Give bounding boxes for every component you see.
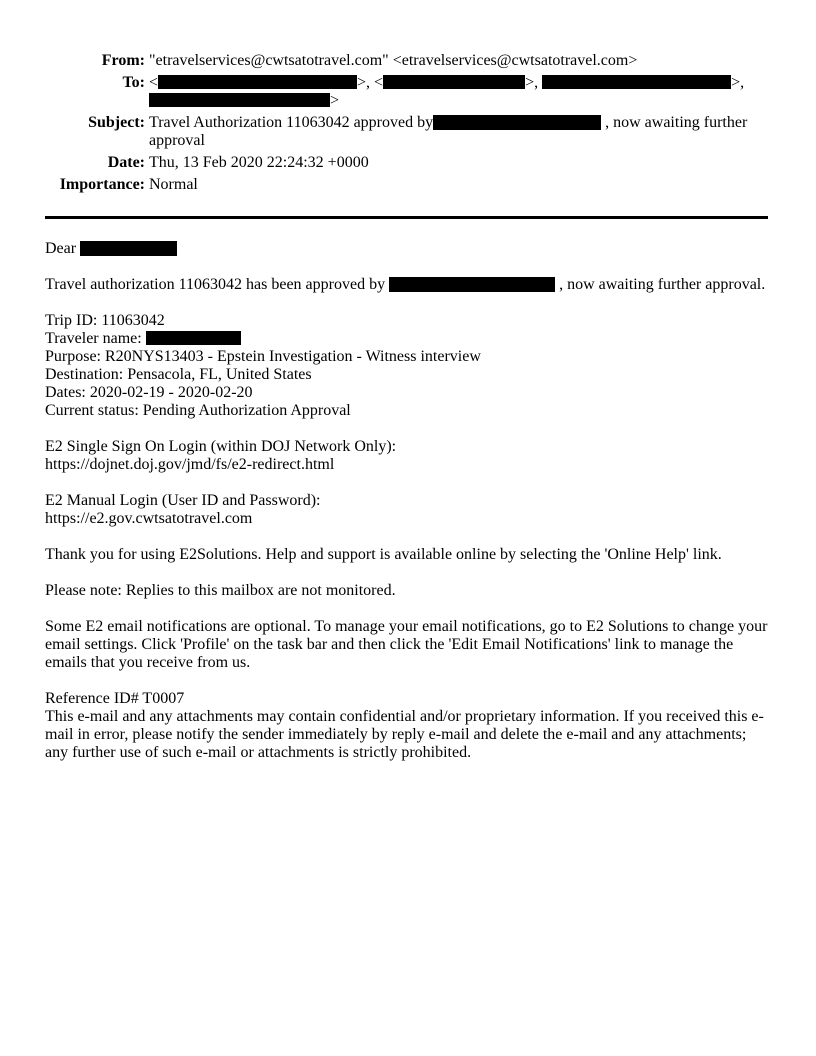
importance-value: Normal	[149, 176, 198, 193]
to-value	[149, 74, 768, 110]
approval-summary	[45, 276, 768, 294]
subject-label: Subject:	[88, 114, 145, 131]
redaction-bar	[149, 93, 330, 107]
sso-login-info	[45, 438, 768, 474]
from-value: "etravelservices@cwtsatotravel.com" <etravelservices@cwtsatotravel.com>	[149, 52, 638, 69]
text-segment: >, <	[357, 74, 384, 91]
text-segment: Travel authorization 11063042 has been approved by	[45, 276, 390, 293]
dates-line: Dates: 2020-02-19 - 2020-02-20	[45, 384, 253, 401]
header-divider	[45, 216, 768, 219]
redaction-bar	[146, 331, 241, 345]
trip-id-line: Trip ID: 11063042	[45, 312, 165, 329]
redaction-bar	[433, 115, 601, 130]
reference-id-line: Reference ID# T0007	[45, 690, 185, 707]
trip-details	[45, 312, 768, 420]
status-line: Current status: Pending Authorization Approval	[45, 402, 351, 419]
redaction-bar	[389, 277, 555, 292]
text-segment: , now awaiting further approval	[149, 114, 748, 149]
text-segment: >	[330, 92, 340, 109]
text-segment: <	[149, 74, 159, 91]
email-header	[45, 52, 768, 194]
text-segment: Dear	[45, 240, 81, 257]
salutation	[45, 240, 768, 258]
manual-login-heading: E2 Manual Login (User ID and Password):	[45, 492, 321, 509]
date-value: Thu, 13 Feb 2020 22:24:32 +0000	[149, 154, 369, 171]
text-segment: Traveler name:	[45, 330, 146, 347]
text-segment: Travel Authorization 11063042 approved by	[149, 114, 434, 131]
importance-label: Importance:	[59, 176, 145, 193]
redaction-bar	[383, 75, 525, 89]
destination-line: Destination: Pensacola, FL, United States	[45, 366, 312, 383]
reference-disclaimer	[45, 690, 768, 762]
notifications-info: Some E2 email notifications are optional. To manage your email notifications, go to E2 Solutions to change your email settings. Click 'Profile' on the task bar and then click the 'Edit Email Notifications' link to manage the emails that you receive from us.	[45, 618, 768, 671]
text-segment: >,	[525, 74, 543, 91]
traveler-name-line	[45, 330, 768, 348]
sso-login-url: https://dojnet.doj.gov/jmd/fs/e2-redirect.html	[45, 456, 335, 473]
thanks-message: Thank you for using E2Solutions. Help and support is available online by selecting the 'Online Help' link.	[45, 546, 722, 563]
manual-login-url: https://e2.gov.cwtsatotravel.com	[45, 510, 253, 527]
redaction-bar	[80, 241, 177, 256]
text-segment: >,	[731, 74, 745, 91]
reply-note: Please note: Replies to this mailbox are not monitored.	[45, 582, 396, 599]
redaction-bar	[542, 75, 731, 89]
to-label: To:	[122, 74, 145, 91]
purpose-line: Purpose: R20NYS13403 - Epstein Investigation - Witness interview	[45, 348, 481, 365]
redaction-bar	[158, 75, 357, 89]
manual-login-info	[45, 492, 768, 528]
disclaimer-text: This e-mail and any attachments may contain confidential and/or proprietary information. If you received this e-mail in error, please notify the sender immediately by reply e-mail and delete the e-mail and any attachments; any further use of such e-mail or attachments is strictly prohibited.	[45, 708, 764, 761]
text-segment: , now awaiting further approval.	[555, 276, 766, 293]
email-body	[45, 240, 768, 762]
subject-value	[149, 114, 768, 150]
from-label: From:	[101, 52, 145, 69]
sso-login-heading: E2 Single Sign On Login (within DOJ Network Only):	[45, 438, 397, 455]
date-label: Date:	[107, 154, 145, 171]
